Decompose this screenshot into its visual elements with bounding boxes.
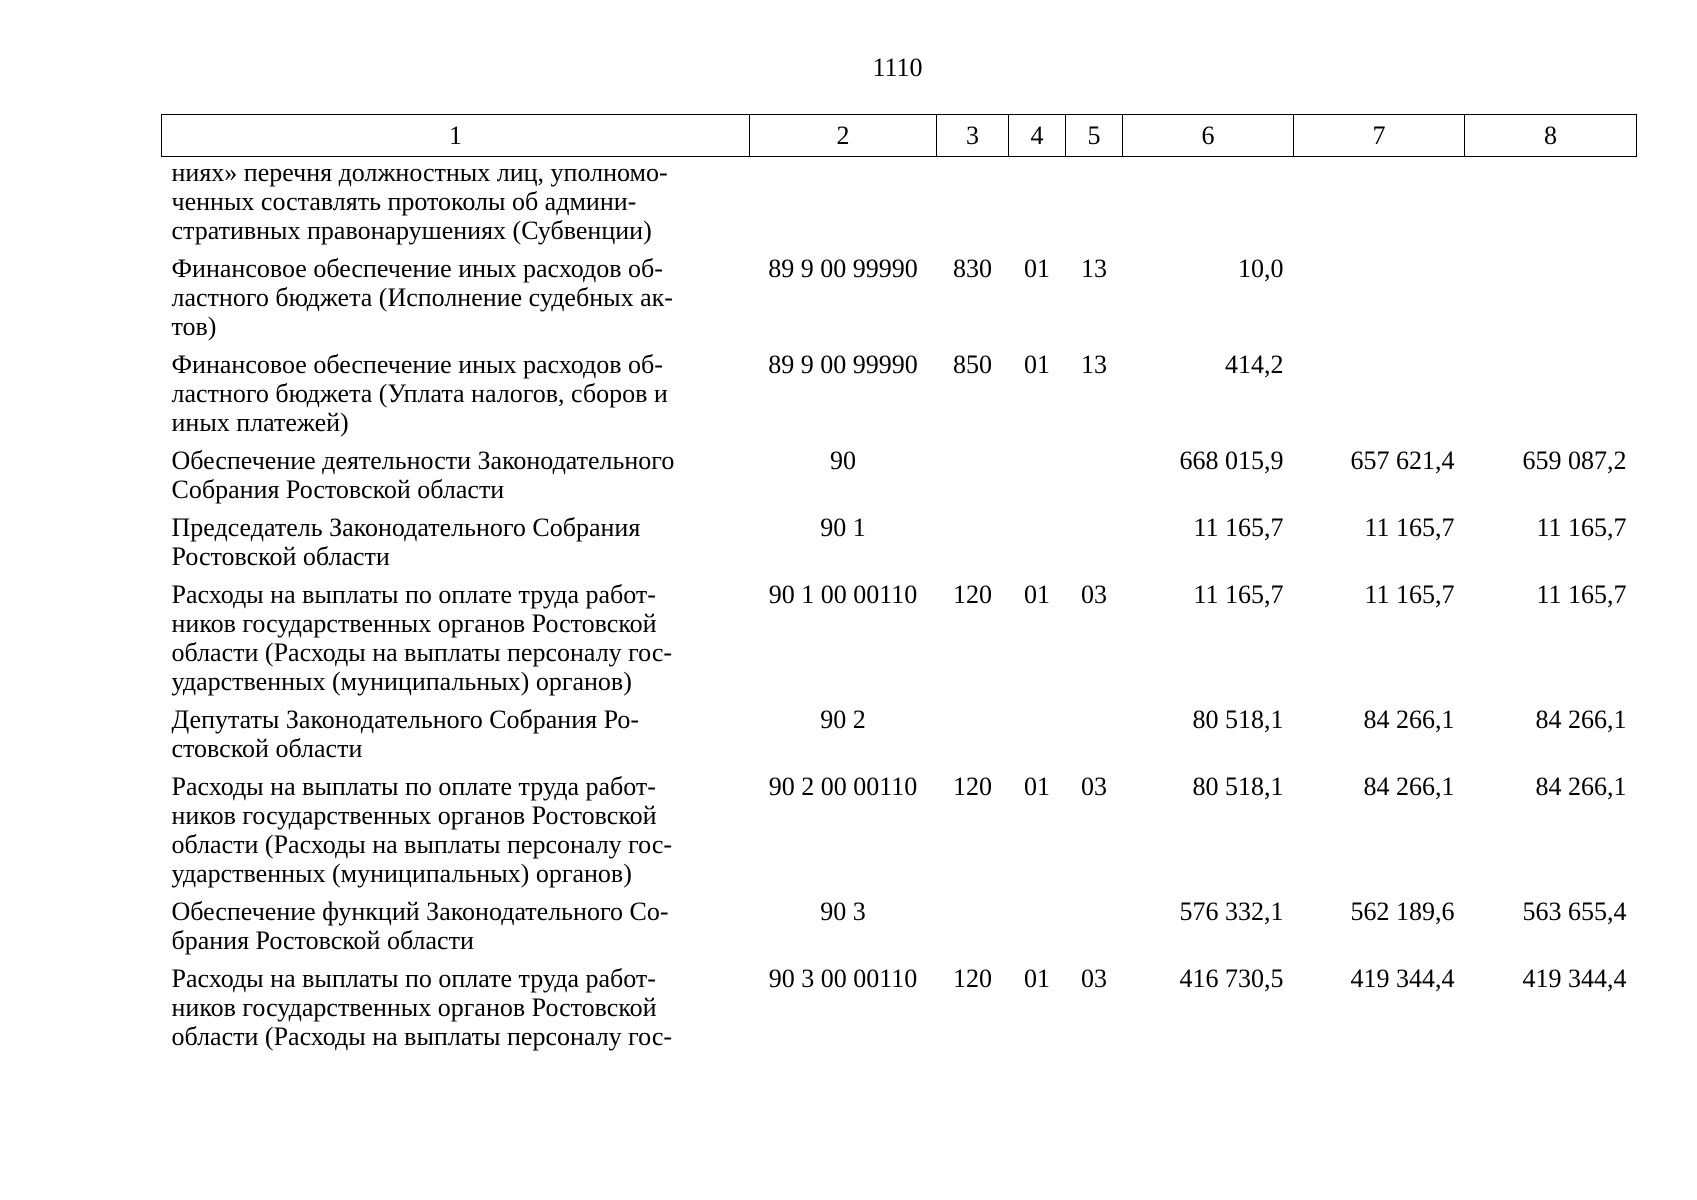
table-row [162,446,1637,513]
subsection-code: 03 [1081,772,1107,801]
section-code [1009,513,1066,580]
amount-col-6: 416 730,5 [1179,964,1284,993]
subsection-code: 13 [1081,350,1107,379]
expense-type-code [937,705,1009,772]
subsection-code [1066,705,1123,772]
section-code [1009,446,1066,513]
description-line: ников государственных органов Ростовской [171,801,657,830]
table-row [162,254,1637,350]
description-line: ластного бюджета (Уплата налогов, сборов и [171,379,668,408]
amount-col-6: 11 165,7 [1193,580,1284,609]
table-row [162,350,1637,446]
amount-col-7: 657 621,4 [1350,446,1455,475]
description-line: области (Расходы на выплаты персоналу гос- [171,638,673,667]
target-article-code: 90 [830,446,856,475]
row-description [162,513,750,580]
amount-col-6 [1123,157,1294,255]
description-line: Расходы на выплаты по оплате труда работ- [171,772,656,801]
table-row [162,897,1637,964]
subsection-code: 03 [1081,580,1107,609]
target-article-code: 90 2 [820,705,866,734]
description-line: стовской области [171,734,363,763]
amount-col-8 [1465,350,1637,446]
amount-col-8: 563 655,4 [1522,897,1627,926]
header-row [162,115,1637,157]
description-line: Собрания Ростовской области [171,475,505,504]
row-description [162,705,750,772]
subsection-code: 03 [1081,964,1107,993]
subsection-code [1066,513,1123,580]
section-code: 01 [1024,772,1050,801]
target-article-code: 90 1 00 00110 [768,580,918,609]
row-description [162,772,750,897]
description-line: Расходы на выплаты по оплате труда работ- [171,964,656,993]
table-row [162,157,1637,255]
description-line: Депутаты Законодательного Собрания Ро- [171,705,640,734]
header-col-4: 4 [1009,115,1066,157]
expense-type-code: 830 [953,254,992,283]
description-line: брания Ростовской области [171,926,474,955]
amount-col-7: 562 189,6 [1350,897,1455,926]
row-description [162,350,750,446]
expense-type-code [937,157,1009,255]
row-description [162,897,750,964]
expense-type-code: 120 [953,964,992,993]
description-line: ников государственных органов Ростовской [171,993,657,1022]
amount-col-6: 11 165,7 [1193,513,1284,542]
expense-type-code [937,446,1009,513]
header-col-7: 7 [1294,115,1465,157]
subsection-code: 13 [1081,254,1107,283]
section-code: 01 [1024,350,1050,379]
description-line: Обеспечение деятельности Законодательного [171,446,675,475]
amount-col-7: 84 266,1 [1363,772,1455,801]
amount-col-8 [1465,254,1637,350]
amount-col-7 [1294,254,1465,350]
row-description [162,446,750,513]
section-code: 01 [1024,254,1050,283]
budget-table [161,114,1637,1060]
amount-col-6: 414,2 [1225,350,1284,379]
amount-col-6: 10,0 [1238,254,1284,283]
description-line: тов) [171,312,217,341]
description-line: Финансовое обеспечение иных расходов об- [171,254,663,283]
amount-col-8: 11 165,7 [1536,580,1627,609]
description-line: ударственных (муниципальных) органов) [171,667,632,696]
description-line: ластного бюджета (Исполнение судебных ак- [171,283,673,312]
description-line: ниях» перечня должностных лиц, уполномо- [171,158,668,187]
row-description [162,157,750,255]
page-number: 1110 [872,53,923,82]
description-line: стративных правонарушениях (Субвенции) [171,216,652,245]
target-article-code: 89 9 00 99990 [768,254,918,283]
description-line: Ростовской области [171,542,390,571]
expense-type-code [937,513,1009,580]
subsection-code [1066,446,1123,513]
amount-col-6: 80 518,1 [1192,772,1284,801]
table-row [162,513,1637,580]
amount-col-7: 84 266,1 [1363,705,1455,734]
subsection-code [1066,897,1123,964]
description-line: области (Расходы на выплаты персоналу гос- [171,1022,673,1051]
amount-col-8: 11 165,7 [1536,513,1627,542]
expense-type-code [937,897,1009,964]
amount-col-8 [1465,157,1637,255]
amount-col-8: 84 266,1 [1535,705,1627,734]
subsection-code [1066,157,1123,255]
expense-type-code: 120 [953,772,992,801]
header-col-5: 5 [1066,115,1123,157]
amount-col-8: 659 087,2 [1522,446,1627,475]
table-row [162,964,1637,1060]
section-code: 01 [1024,580,1050,609]
description-line: ченных составлять протоколы об админи- [171,187,637,216]
target-article-code [750,157,937,255]
description-line: ников государственных органов Ростовской [171,609,657,638]
row-description [162,254,750,350]
amount-col-7 [1294,350,1465,446]
row-description [162,580,750,705]
section-code [1009,705,1066,772]
header-col-1: 1 [162,115,750,157]
amount-col-7: 11 165,7 [1364,513,1455,542]
description-line: области (Расходы на выплаты персоналу гос- [171,830,673,859]
header-col-3: 3 [937,115,1009,157]
header-col-8: 8 [1465,115,1637,157]
amount-col-6: 576 332,1 [1179,897,1284,926]
description-line: Финансовое обеспечение иных расходов об- [171,350,663,379]
amount-col-7: 419 344,4 [1350,964,1455,993]
description-line: Расходы на выплаты по оплате труда работ- [171,580,656,609]
amount-col-6: 80 518,1 [1192,705,1284,734]
amount-col-8: 419 344,4 [1522,964,1627,993]
amount-col-6: 668 015,9 [1179,446,1284,475]
header-col-6: 6 [1123,115,1294,157]
table-row [162,705,1637,772]
description-line: Обеспечение функций Законодательного Со- [171,897,669,926]
section-code [1009,157,1066,255]
description-line: иных платежей) [171,408,349,437]
row-description [162,964,750,1060]
table-row [162,580,1637,705]
target-article-code: 90 1 [820,513,866,542]
amount-col-8: 84 266,1 [1535,772,1627,801]
table-body [162,157,1637,1061]
target-article-code: 90 3 [820,897,866,926]
expense-type-code: 120 [953,580,992,609]
section-code: 01 [1024,964,1050,993]
target-article-code: 90 2 00 00110 [768,772,918,801]
description-line: ударственных (муниципальных) органов) [171,859,632,888]
header-col-2: 2 [750,115,937,157]
description-line: Председатель Законодательного Собрания [171,513,641,542]
target-article-code: 89 9 00 99990 [768,350,918,379]
expense-type-code: 850 [953,350,992,379]
amount-col-7 [1294,157,1465,255]
target-article-code: 90 3 00 00110 [768,964,918,993]
amount-col-7: 11 165,7 [1364,580,1455,609]
table-row [162,772,1637,897]
section-code [1009,897,1066,964]
